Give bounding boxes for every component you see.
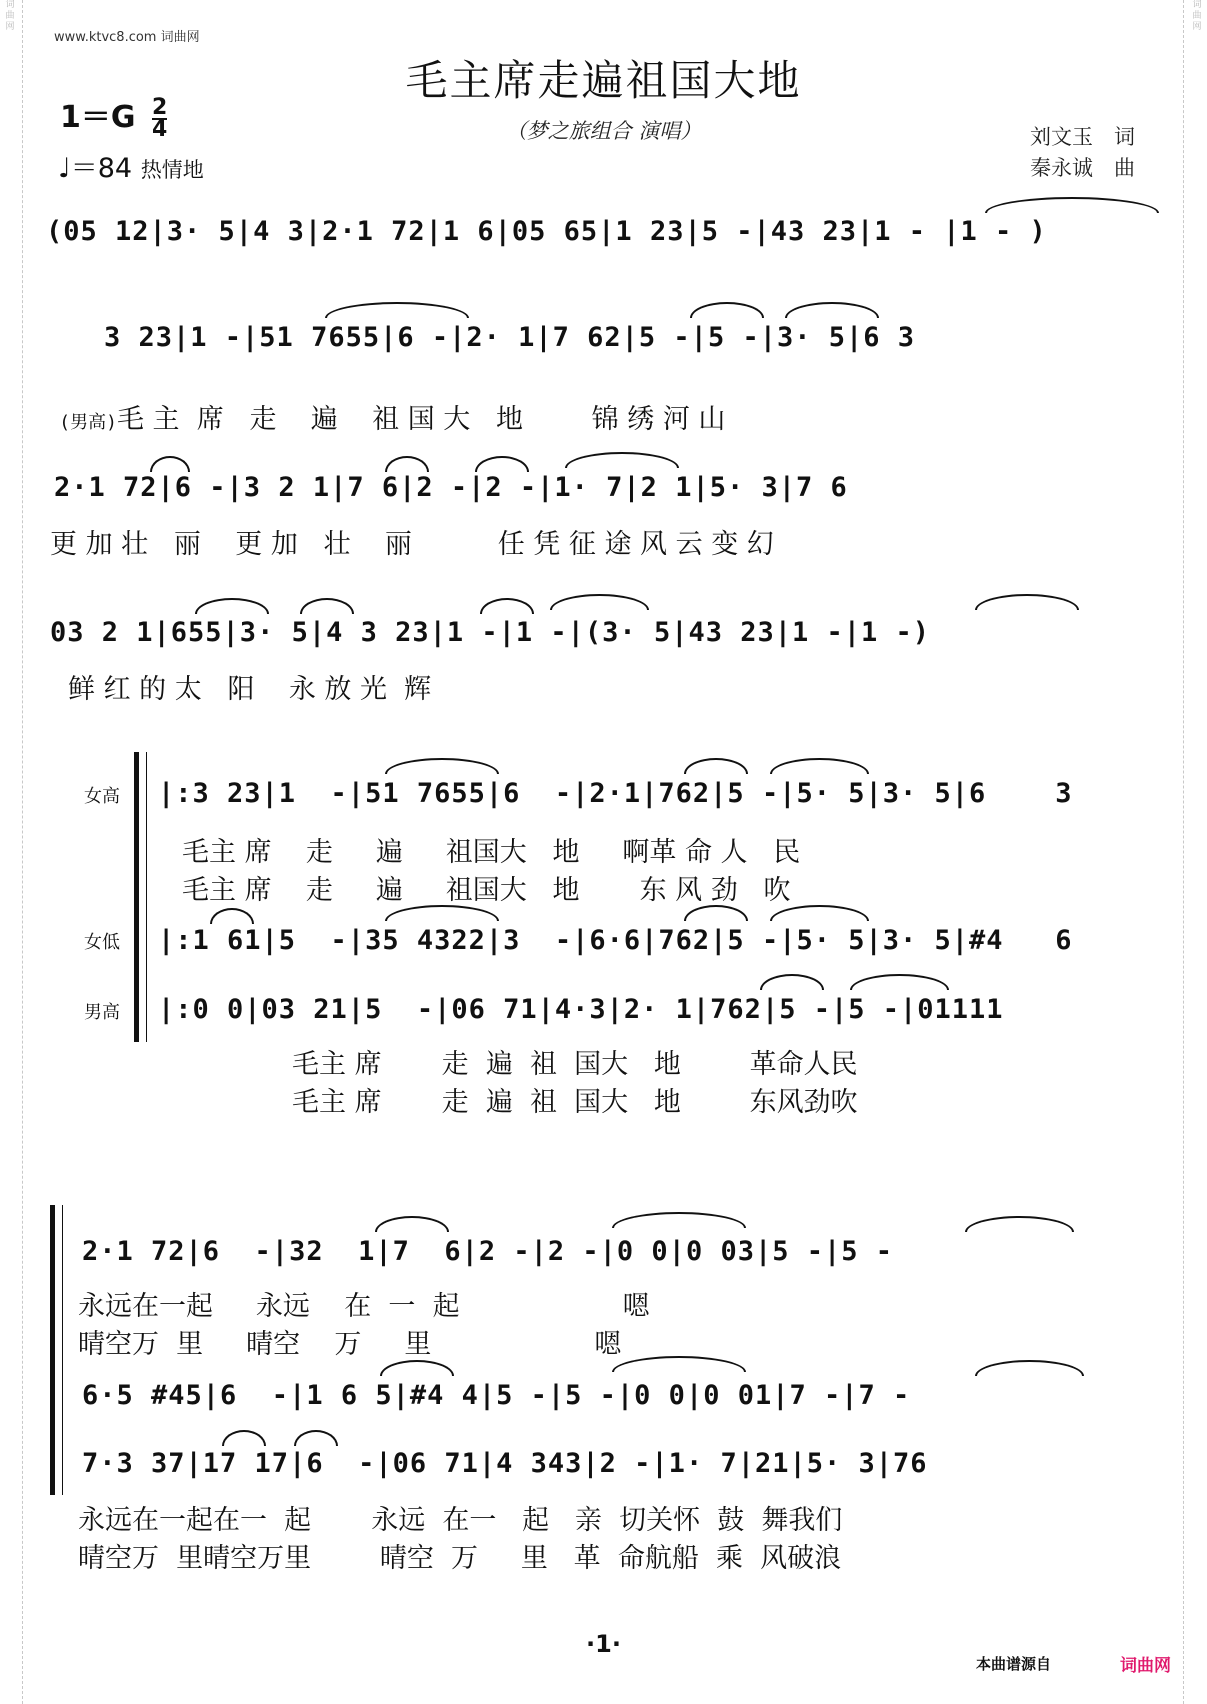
lower-part-lyrics-verse1: 永远在一起在一 起 永远 在一 起 亲 切关怀 鼓 舞我们: [78, 1505, 843, 1536]
female-high-label: 女高: [84, 786, 120, 807]
system1-notes: (05 12|3· 5|4 3|2·1 72|1 6|05 65|1 23|5 -|43 23|1 - |1 - ): [46, 216, 1047, 247]
slur-arc: [475, 456, 529, 472]
score-bracket: [134, 752, 139, 1042]
slur-arc: [210, 908, 254, 924]
male-high-lyrics-verse2: 毛主 席 走 遍 祖 国大 地 东风劲吹: [292, 1087, 858, 1118]
tempo-marking: [58, 146, 204, 185]
slur-arc: [380, 1360, 454, 1376]
tie-arc: [785, 302, 879, 318]
slur-arc: [690, 302, 764, 318]
left-cut-line: [22, 0, 23, 1704]
score-bracket: [50, 1205, 55, 1495]
male-high-part-label: (男高): [59, 412, 117, 433]
performer-note: （梦之旅组合 演唱）: [505, 119, 702, 143]
slur-arc: [325, 302, 469, 318]
system4-lyrics: 鲜 红 的 太 阳 永 放 光 辉: [68, 674, 432, 705]
tie-arc: [975, 1360, 1084, 1376]
female-high-lyrics-verse1: 毛主 席 走 遍 祖国大 地 啊革 命 人 民: [182, 837, 801, 868]
tie-arc: [770, 758, 869, 774]
slur-arc: [222, 1430, 266, 1446]
composer-credit: 秦永诚 曲: [1030, 156, 1135, 180]
slur-arc: [375, 1216, 449, 1232]
female-high-notes: |:3 23|1 -|51 7655|6 -|2·1|762|5 -|5· 5|3· 5|6 3: [158, 778, 1073, 809]
slur-arc: [195, 598, 269, 614]
slur-arc: [684, 905, 748, 921]
female-high-lyrics-verse2: 毛主 席 走 遍 祖国大 地 东 风 劲 吹: [182, 875, 791, 906]
key-signature: [60, 92, 167, 140]
male-high-label: 男高: [84, 1002, 120, 1023]
quarter-note-icon: ♩: [58, 153, 71, 184]
page-number: ·1·: [586, 1630, 621, 1658]
system3-notes: 2·1 72|6 -|3 2 1|7 6|2 -|2 -|1· 7|2 1|5· 3|7 6: [54, 472, 848, 503]
lyricist-credit: 刘文玉 词: [1030, 125, 1135, 149]
time-sig-bottom: 4: [151, 116, 168, 142]
upper-part-lyrics-verse1: 永远在一起 永远 在 一 起 嗯: [78, 1291, 650, 1322]
tie-arc: [550, 594, 649, 610]
tie-arc: [975, 594, 1079, 610]
tie-arc: [770, 905, 869, 921]
right-side-watermark: 词 曲 网: [1192, 0, 1202, 32]
system3-lyrics: 更 加 壮 丽 更 加 壮 丽 任 凭 征 途 风 云 变 幻: [50, 529, 774, 560]
male-high-lyrics-verse1: 毛主 席 走 遍 祖 国大 地 革命人民: [292, 1049, 858, 1080]
system2-notes: 3 23|1 -|51 7655|6 -|2· 1|7 62|5 -|5 -|3· 5|6 3: [104, 322, 916, 353]
upper-part-notes: 2·1 72|6 -|32 1|7 6|2 -|2 -|0 0|0 03|5 -|5 -: [82, 1236, 894, 1267]
tie-arc: [565, 452, 679, 468]
slur-arc: [294, 1430, 338, 1446]
slur-arc: [760, 974, 824, 990]
tempo-expression: 热情地: [140, 158, 204, 182]
system2-lyrics: 毛 主 席 走 遍 祖 国 大 地 锦 绣 河 山: [116, 404, 726, 435]
site-url[interactable]: www.ktvc8.com 词曲网: [54, 30, 200, 45]
time-sig-top: 2: [151, 94, 168, 120]
slur-arc: [480, 598, 534, 614]
slur-arc: [150, 456, 190, 472]
key-text: 1＝G: [60, 100, 136, 135]
slur-arc: [385, 758, 499, 774]
tie-arc: [965, 1216, 1074, 1232]
female-low-label: 女低: [84, 932, 120, 953]
lower-part-notes: 7·3 37|17 17|6 -|06 71|4 343|2 -|1· 7|21|5· 3|76: [82, 1448, 928, 1479]
slur-arc: [385, 905, 499, 921]
tie-arc: [850, 974, 949, 990]
male-high-notes: |:0 0|03 21|5 -|06 71|4·3|2· 1|762|5 -|5 -|01111: [158, 994, 1004, 1025]
right-cut-line: [1183, 0, 1184, 1704]
tie-arc: [985, 197, 1159, 213]
tie-arc: [612, 1212, 746, 1228]
song-title: 毛主席走遍祖国大地: [405, 56, 802, 105]
score-bracket-thin: [62, 1205, 63, 1495]
left-side-watermark: 词 曲 网: [5, 0, 15, 32]
upper-part-lyrics-verse2: 晴空万 里 晴空 万 里 嗯: [78, 1329, 622, 1360]
site-logo[interactable]: 词曲网: [1120, 1656, 1171, 1676]
slur-arc: [684, 758, 748, 774]
tempo-value: ＝84: [70, 153, 133, 184]
slur-arc: [385, 456, 429, 472]
middle-part-notes: 6·5 #45|6 -|1 6 5|#4 4|5 -|5 -|0 0|0 01|7 -|7 -: [82, 1380, 911, 1411]
score-bracket-thin: [146, 752, 147, 1042]
source-label: 本曲谱源自: [976, 1655, 1052, 1673]
female-low-notes: |:1 61|5 -|35 4322|3 -|6·6|762|5 -|5· 5|3· 5|#4 6: [158, 925, 1073, 956]
lower-part-lyrics-verse2: 晴空万 里晴空万里 晴空 万 里 革 命航船 乘 风破浪: [78, 1543, 842, 1574]
system4-notes: 03 2 1|655|3· 5|4 3 23|1 -|1 -|(3· 5|43 23|1 -|1 -): [50, 617, 931, 648]
tie-arc: [612, 1356, 746, 1372]
slur-arc: [300, 598, 354, 614]
